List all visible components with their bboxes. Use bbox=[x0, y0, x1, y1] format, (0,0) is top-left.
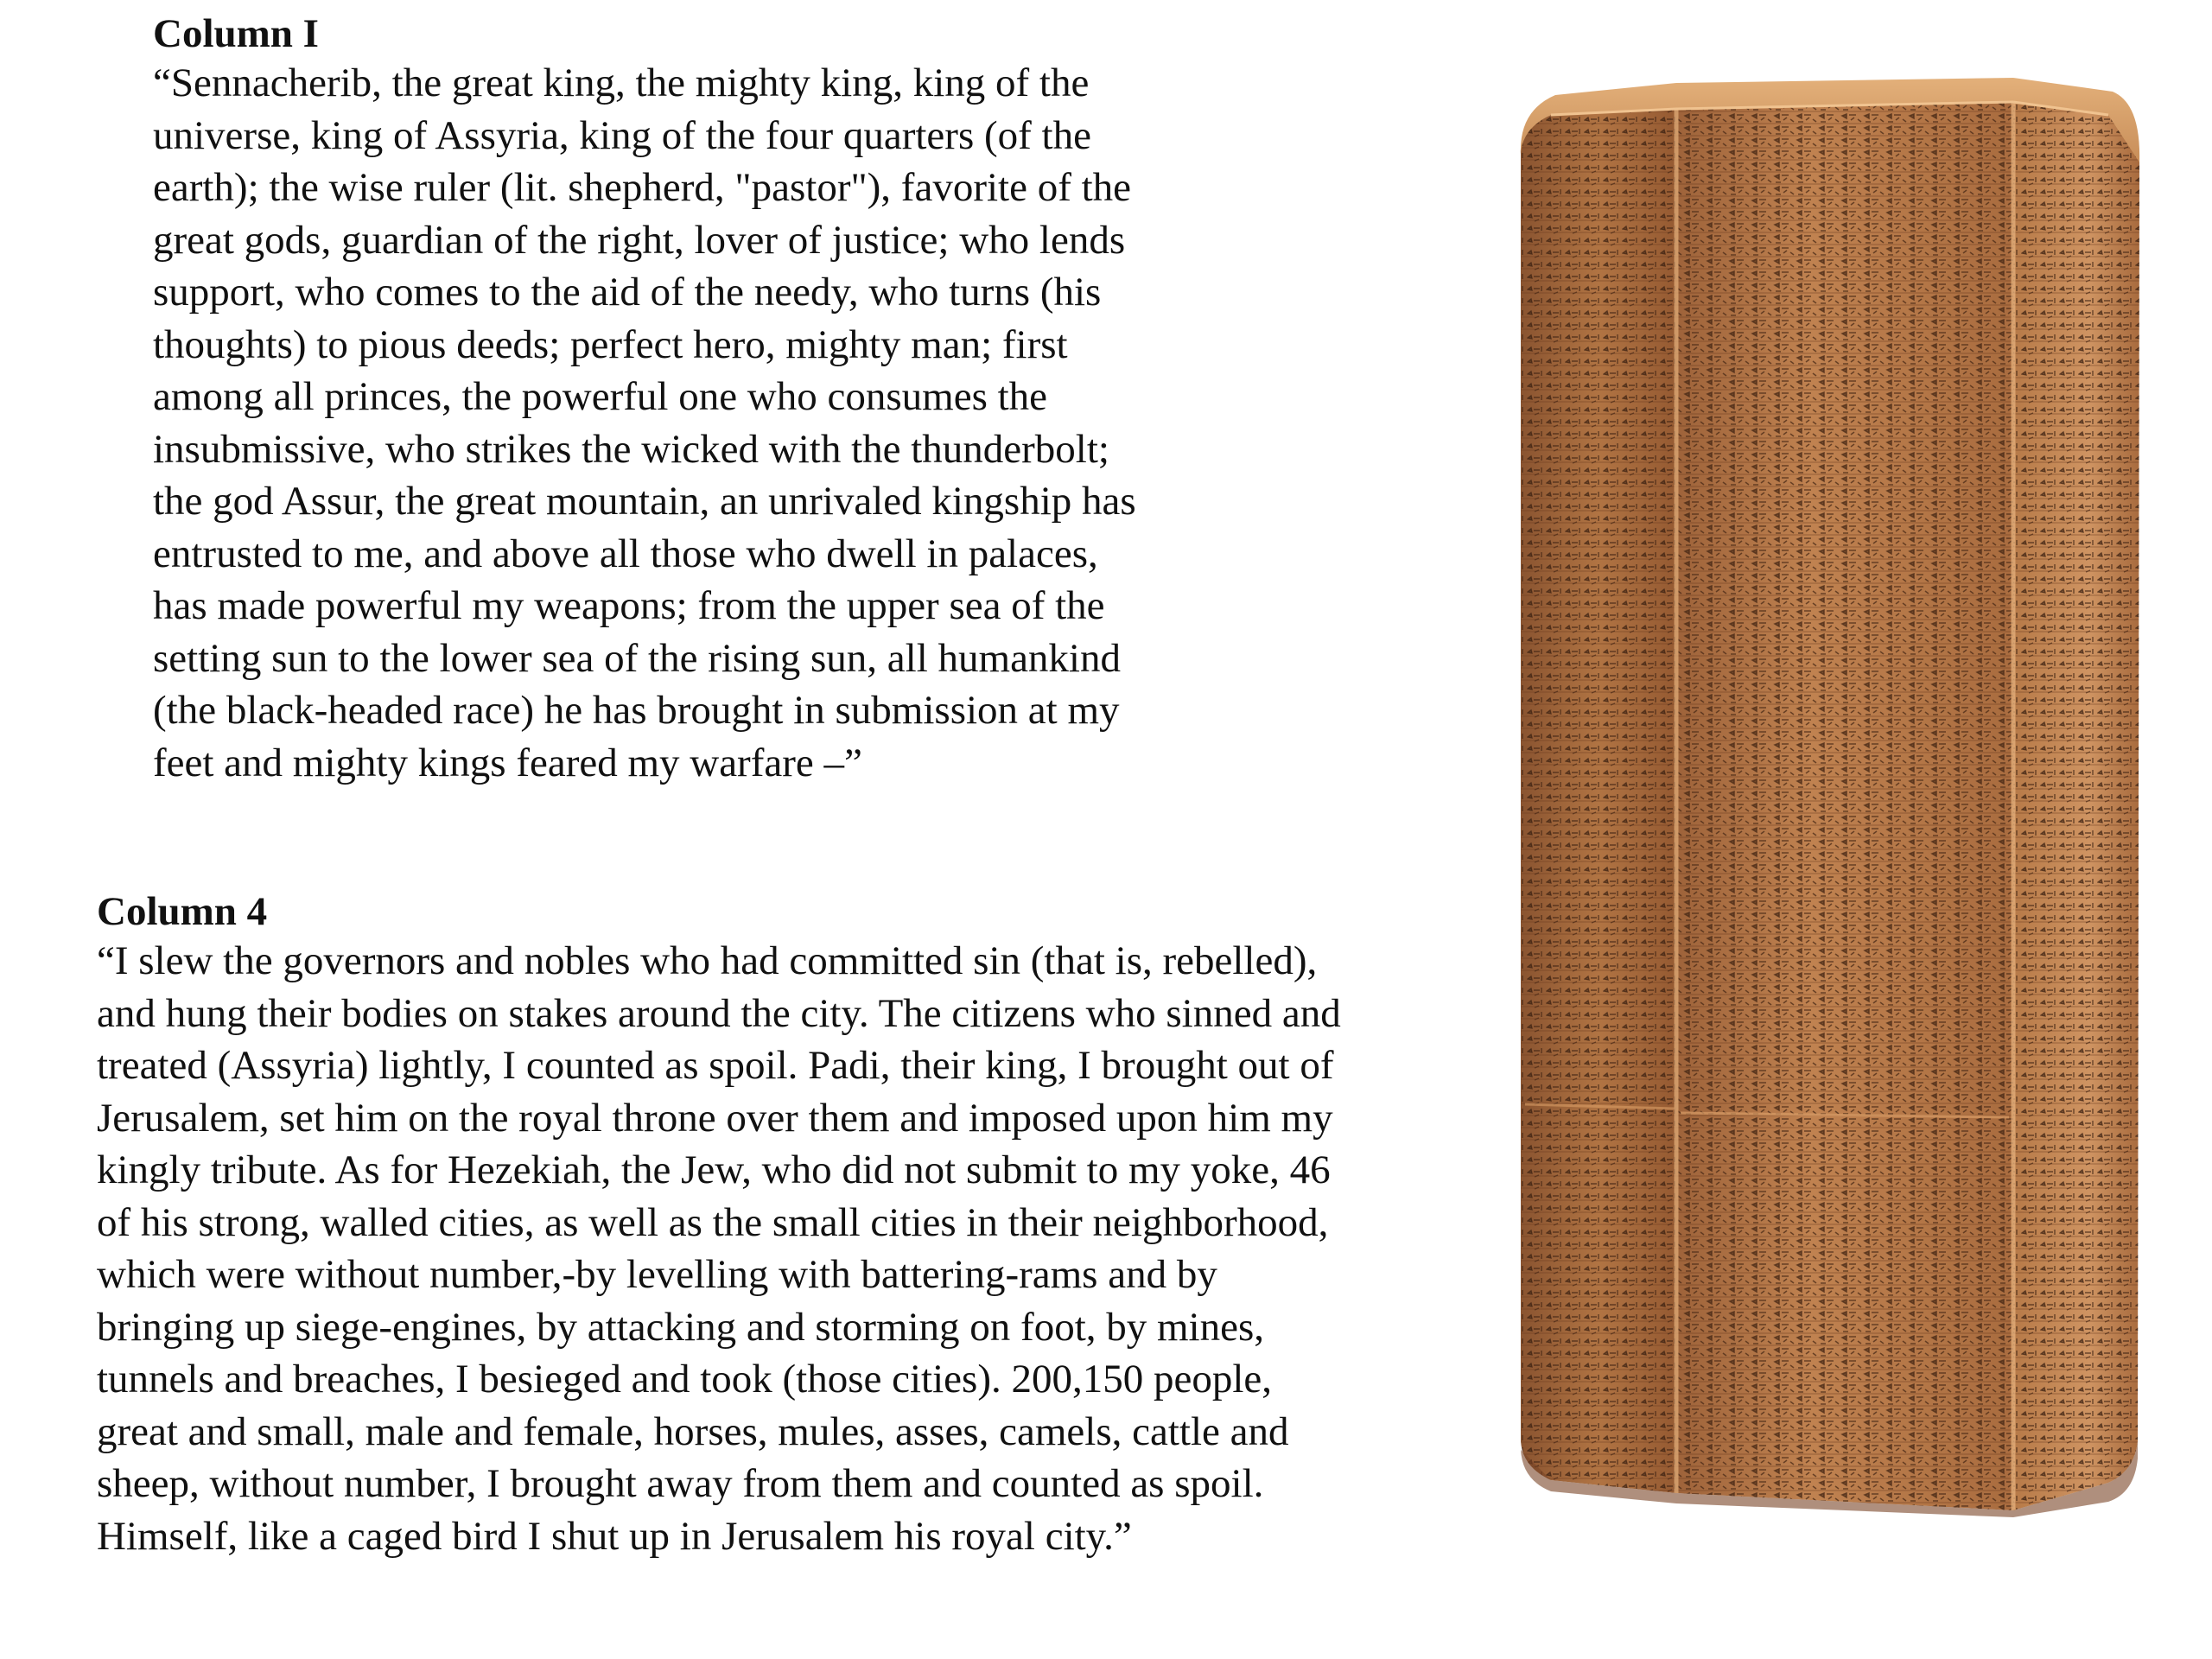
text-line: support, who comes to the aid of the needy, who turns (his bbox=[153, 270, 1102, 315]
column-1-heading: Column I bbox=[153, 11, 319, 56]
text-line: great and small, male and female, horses, mules, asses, camels, cattle and bbox=[97, 1408, 1289, 1454]
column-4-section bbox=[97, 888, 1462, 1562]
text-line: and hung their bodies on stakes around the city. The citizens who sinned and bbox=[97, 990, 1341, 1036]
text-line: bringing up siege-engines, by attacking and storming on foot, by mines, bbox=[97, 1304, 1265, 1350]
column-1-text bbox=[153, 57, 1242, 789]
text-line: which were without number,-by levelling with battering-rams and by bbox=[97, 1252, 1217, 1297]
text-line: of his strong, walled cities, as well as the small cities in their neighborhood, bbox=[97, 1199, 1329, 1245]
column-4-heading: Column 4 bbox=[97, 889, 268, 934]
text-line: tunnels and breaches, I besieged and took (those cities). 200,150 people, bbox=[97, 1357, 1272, 1402]
text-line: “I slew the governors and nobles who had committed sin (that is, rebelled), bbox=[97, 938, 1318, 983]
text-line: (the black-headed race) he has brought in submission at my bbox=[153, 688, 1120, 733]
text-line: among all princes, the powerful one who consumes the bbox=[153, 374, 1048, 419]
text-line: earth); the wise ruler (lit. shepherd, "pastor"), favorite of the bbox=[153, 165, 1132, 210]
text-line: insubmissive, who strikes the wicked with the thunderbolt; bbox=[153, 426, 1109, 472]
text-line: universe, king of Assyria, king of the four quarters (of the bbox=[153, 112, 1091, 158]
text-line: “Sennacherib, the great king, the mighty king, king of the bbox=[153, 60, 1090, 105]
column-4-text bbox=[97, 935, 1462, 1562]
text-line: Jerusalem, set him on the royal throne over them and imposed upon him my bbox=[97, 1095, 1333, 1141]
text-line: thoughts) to pious deeds; perfect hero, mighty man; first bbox=[153, 321, 1068, 367]
text-line: great gods, guardian of the right, lover of justice; who lends bbox=[153, 217, 1126, 263]
text-line: the god Assur, the great mountain, an unrivaled kingship has bbox=[153, 479, 1136, 524]
text-line: treated (Assyria) lightly, I counted as spoil. Padi, their king, I brought out of bbox=[97, 1043, 1334, 1088]
text-line: setting sun to the lower sea of the rising sun, all humankind bbox=[153, 635, 1121, 681]
text-line: sheep, without number, I brought away from them and counted as spoil. bbox=[97, 1461, 1264, 1506]
text-line: kingly tribute. As for Hezekiah, the Jew, who did not submit to my yoke, 46 bbox=[97, 1147, 1331, 1192]
prism-body bbox=[1521, 78, 2139, 1517]
text-line: feet and mighty kings feared my warfare –” bbox=[153, 740, 862, 785]
cuneiform-prism-image bbox=[1503, 76, 2143, 1519]
text-line: Himself, like a caged bird I shut up in Jerusalem his royal city.” bbox=[97, 1513, 1132, 1559]
column-1-section bbox=[153, 10, 1242, 789]
text-line: entrusted to me, and above all those who dwell in palaces, bbox=[153, 531, 1098, 576]
text-line: has made powerful my weapons; from the upper sea of the bbox=[153, 583, 1105, 628]
